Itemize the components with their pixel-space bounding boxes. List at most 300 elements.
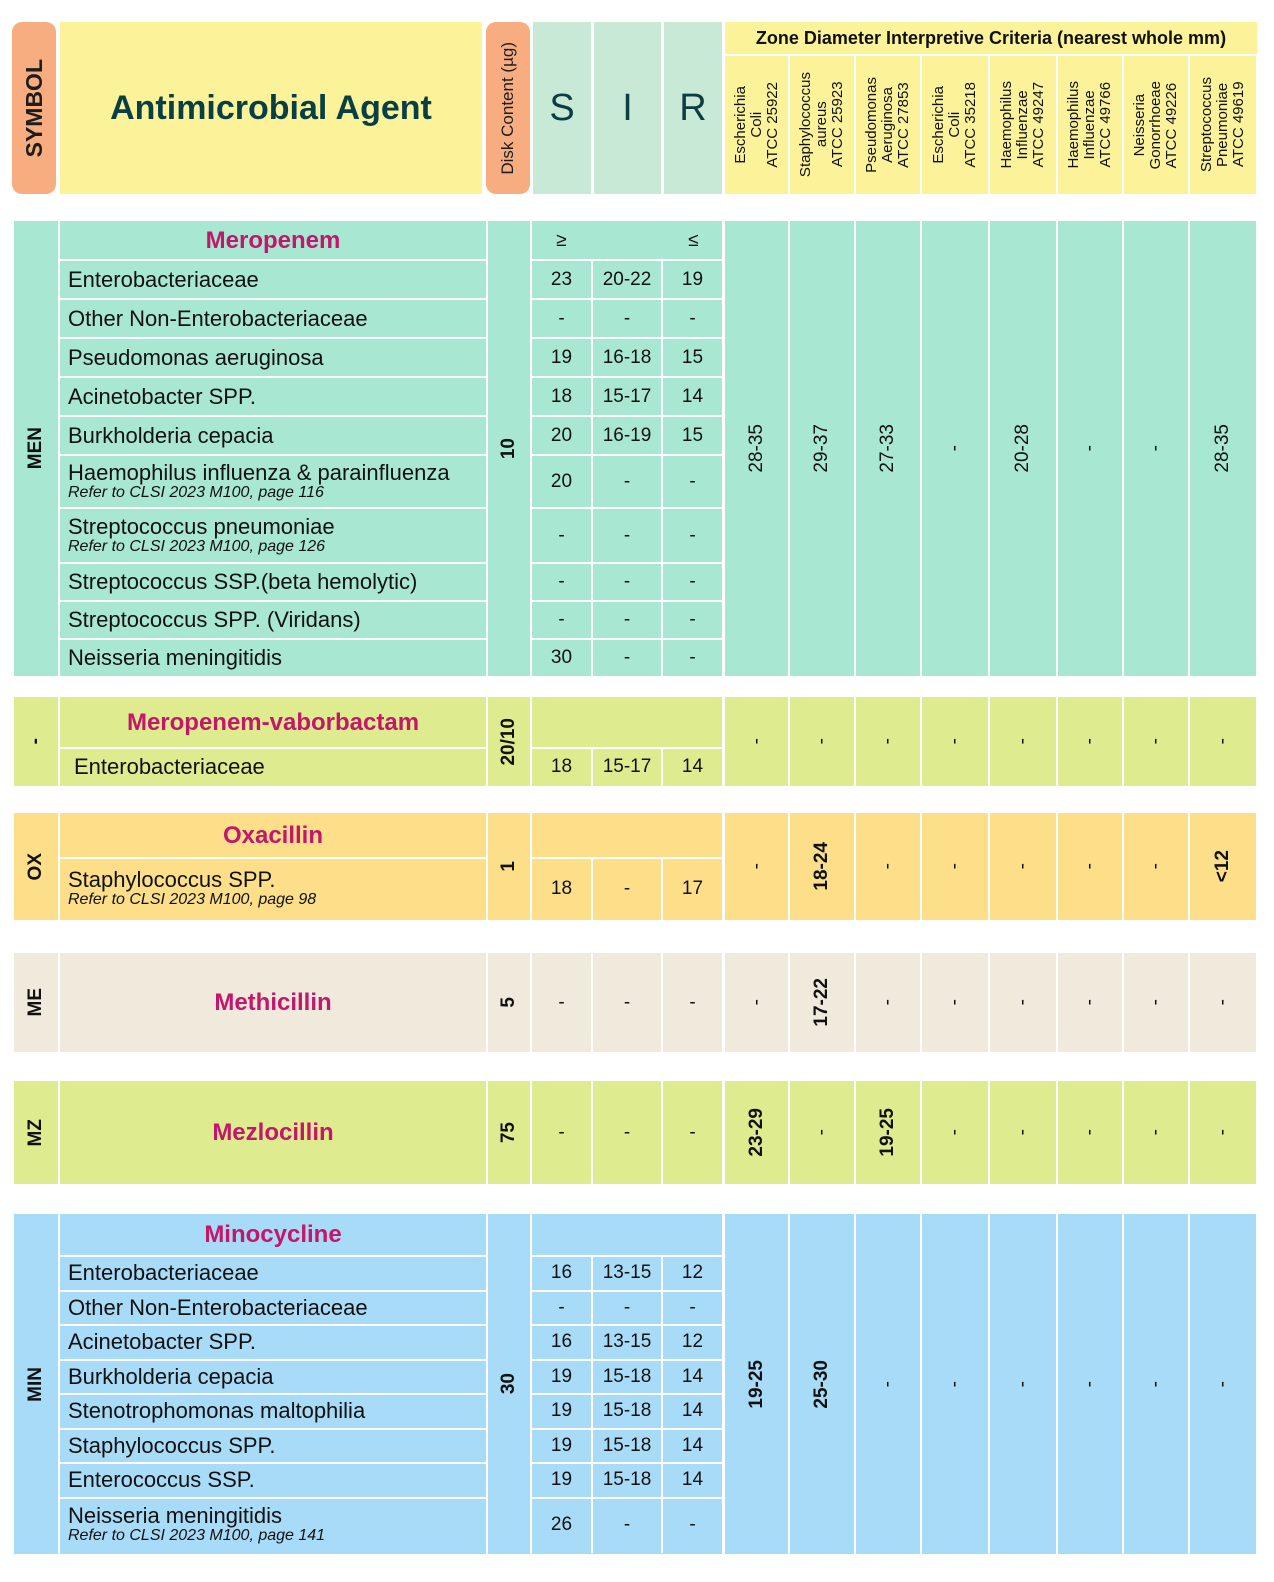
qc-range-text: 18-24 xyxy=(811,842,832,891)
agent-header: Antimicrobial Agent xyxy=(60,22,482,194)
organism-row xyxy=(60,858,486,920)
qc-range xyxy=(922,1214,988,1554)
qc-strain-line: aureus xyxy=(813,102,830,148)
i-value: - xyxy=(623,1514,631,1535)
s-header: S xyxy=(533,22,591,194)
qc-range xyxy=(790,1214,854,1554)
qc-strain-line: Coli xyxy=(747,112,765,138)
s-value: 16 xyxy=(550,1262,573,1284)
section-symbol-text: MEN xyxy=(25,427,46,470)
s-value: 30 xyxy=(550,647,573,668)
organism-row xyxy=(60,601,486,639)
i-value: - xyxy=(623,524,631,546)
qc-range xyxy=(725,953,788,1052)
symbol-header xyxy=(12,22,56,194)
qc-strain-header xyxy=(1190,56,1256,194)
r-value: 15 xyxy=(681,424,704,446)
qc-range xyxy=(790,697,854,786)
r-value: 14 xyxy=(681,1365,704,1387)
disk-content-text: 30 xyxy=(498,1373,519,1395)
disk-content xyxy=(488,697,530,786)
qc-range-text: 19-25 xyxy=(877,1108,898,1157)
organism-name: Pseudomonas aeruginosa xyxy=(68,344,324,370)
qc-range-text: - xyxy=(1079,1129,1100,1136)
grid-line xyxy=(661,858,663,920)
qc-range-text: - xyxy=(877,738,898,745)
s-value: - xyxy=(558,991,565,1013)
section-symbol xyxy=(14,221,58,676)
qc-range xyxy=(856,953,920,1052)
qc-range-text: - xyxy=(1145,445,1166,452)
qc-strain-line: Escherichia xyxy=(731,86,749,164)
qc-range xyxy=(790,1081,854,1184)
organism-name: Enterobacteriaceae xyxy=(74,754,265,779)
section-symbol xyxy=(14,1214,58,1554)
grid-line xyxy=(661,748,663,786)
grid-line xyxy=(591,1325,593,1360)
qc-range-text: <12 xyxy=(1212,850,1233,883)
r-value: 14 xyxy=(681,1434,704,1456)
organism-row xyxy=(60,1360,486,1395)
s-value: - xyxy=(558,524,565,546)
grid-line xyxy=(591,639,593,677)
grid-line xyxy=(661,1325,663,1360)
symbol-header-text: SYMBOL xyxy=(20,58,47,158)
reference-note: Refer to CLSI 2023 M100, page 116 xyxy=(68,483,324,501)
grid-line xyxy=(661,260,663,299)
qc-range xyxy=(922,221,988,676)
organism-row xyxy=(60,338,486,377)
i-value: - xyxy=(623,307,631,329)
qc-range xyxy=(725,221,788,676)
grid-line xyxy=(591,563,593,601)
qc-range-text: - xyxy=(1145,999,1166,1006)
r-value: - xyxy=(689,571,696,592)
grid-line xyxy=(591,1429,593,1464)
qc-range-text: - xyxy=(877,1380,898,1388)
qc-range xyxy=(1058,1081,1122,1184)
grid-line xyxy=(591,1394,593,1429)
organism-name: Burkholderia cepacia xyxy=(68,422,274,448)
qc-range-text: - xyxy=(1212,738,1233,745)
qc-range-text: - xyxy=(1079,738,1100,745)
qc-range xyxy=(990,1214,1056,1554)
qc-strain-label xyxy=(931,82,979,168)
organism-name: Staphylococcus SPP. xyxy=(68,867,276,892)
grid-line xyxy=(661,953,663,1052)
grid-line xyxy=(486,1081,488,1184)
organism-row xyxy=(60,377,486,416)
qc-range xyxy=(856,813,920,920)
qc-range xyxy=(1190,813,1256,920)
organism-name: Streptococcus SPP. (Viridans) xyxy=(68,607,361,632)
r-value: 12 xyxy=(681,1331,704,1353)
r-header: R xyxy=(664,22,722,194)
qc-strain-line: Gonorrhoeae xyxy=(1147,80,1164,170)
qc-range-text: 28-35 xyxy=(745,424,767,473)
qc-range xyxy=(1190,697,1256,786)
qc-strain-line: Escherichia xyxy=(930,86,947,164)
section-symbol-text: MZ xyxy=(25,1118,46,1147)
agent-title: Minocycline xyxy=(204,1221,342,1248)
r-value: - xyxy=(689,991,696,1013)
qc-range-text: - xyxy=(1212,1129,1233,1136)
r-value: 14 xyxy=(681,756,704,777)
qc-range xyxy=(1124,697,1188,786)
i-value: 15-18 xyxy=(602,1365,652,1387)
disk-header-text: Disk Content (µg) xyxy=(498,41,517,175)
i-value: - xyxy=(623,571,631,592)
s-value: 19 xyxy=(550,1434,573,1456)
disk-content-text: 20/10 xyxy=(498,717,519,766)
grid-line xyxy=(591,601,593,639)
organism-name: Streptococcus pneumoniae xyxy=(68,513,335,539)
grid-line xyxy=(661,1256,663,1291)
i-value: - xyxy=(623,647,631,668)
grid-line xyxy=(591,377,593,416)
grid-line xyxy=(591,1360,593,1395)
grid-line xyxy=(661,455,663,508)
qc-range xyxy=(856,697,920,786)
qc-strain-label xyxy=(1132,81,1180,169)
qc-strain-header xyxy=(1058,56,1122,194)
organism-name: Acinetobacter SPP. xyxy=(68,383,256,409)
qc-strain-header xyxy=(922,56,988,194)
qc-strain-line: Aeruginosa xyxy=(879,87,896,163)
qc-strain-label xyxy=(798,72,846,177)
organism-name: Other Non-Enterobacteriaceae xyxy=(68,1294,368,1320)
qc-range xyxy=(922,813,988,920)
section-symbol-text: ME xyxy=(25,988,46,1017)
qc-strain-label xyxy=(1066,81,1114,169)
organism-name: Burkholderia cepacia xyxy=(68,1363,274,1389)
qc-strain-line: Pseudomonas xyxy=(863,77,880,173)
r-value: 12 xyxy=(681,1262,704,1284)
section-symbol xyxy=(14,813,58,920)
agent-title: Oxacillin xyxy=(222,821,324,849)
qc-range-text: - xyxy=(1212,1380,1233,1388)
i-value: 15-17 xyxy=(602,756,652,777)
qc-range xyxy=(1190,1214,1256,1554)
s-value: 19 xyxy=(550,1469,573,1491)
qc-range xyxy=(1190,1081,1256,1184)
qc-strain-line: ATCC 35218 xyxy=(962,82,979,168)
qc-range-text: - xyxy=(1012,863,1033,870)
s-value: 26 xyxy=(550,1514,573,1535)
disk-content-text: 10 xyxy=(498,437,519,460)
i-value: 15-18 xyxy=(602,1400,652,1422)
qc-range xyxy=(1190,221,1256,676)
grid-line xyxy=(591,338,593,377)
organism-row xyxy=(60,260,486,299)
organism-row xyxy=(60,508,486,563)
qc-range xyxy=(990,953,1056,1052)
qc-range xyxy=(1058,221,1122,676)
grid-line xyxy=(486,221,488,676)
grid-line xyxy=(661,1081,663,1184)
qc-range xyxy=(922,953,988,1052)
organism-row xyxy=(60,1429,486,1464)
i-header: I xyxy=(594,22,661,194)
grid-line xyxy=(661,1498,663,1553)
disk-content-text: 1 xyxy=(498,861,519,872)
qc-range-text: - xyxy=(1012,738,1033,745)
r-value: 19 xyxy=(681,268,704,290)
s-value: - xyxy=(558,571,565,592)
qc-range-text: 20-28 xyxy=(1012,424,1033,473)
ge-symbol: ≥ xyxy=(556,229,567,251)
i-value: 15-18 xyxy=(602,1469,652,1491)
grid-line xyxy=(591,299,593,338)
organism-name: Stenotrophomonas maltophilia xyxy=(68,1398,366,1424)
disk-content xyxy=(488,953,530,1052)
s-value: 19 xyxy=(550,346,573,368)
qc-strain-line: ATCC 49766 xyxy=(1097,82,1114,168)
grid-line xyxy=(591,953,593,1052)
qc-range xyxy=(1124,1081,1188,1184)
qc-range-text: 19-25 xyxy=(745,1359,767,1409)
qc-strain-line: ATCC 49247 xyxy=(1030,82,1047,168)
qc-strain-header xyxy=(990,56,1056,194)
r-value: - xyxy=(689,524,696,546)
qc-strain-line: Haemophilus xyxy=(1065,81,1082,169)
qc-strain-header xyxy=(725,56,788,194)
qc-range xyxy=(856,221,920,676)
s-value: 16 xyxy=(550,1331,573,1353)
qc-strain-line: Influenzae xyxy=(1081,90,1098,160)
agent-title: Mezlocillin xyxy=(212,1118,334,1146)
grid-line xyxy=(661,508,663,563)
qc-range xyxy=(725,1081,788,1184)
qc-strain-line: ATCC 49619 xyxy=(1230,82,1247,168)
qc-strain-line: Staphylococcus xyxy=(797,72,814,178)
qc-strain-line: ATCC 25922 xyxy=(763,82,781,168)
qc-range-text: 28-35 xyxy=(1212,424,1233,473)
qc-range-text: - xyxy=(811,1129,832,1136)
organism-row xyxy=(60,1325,486,1360)
disk-content xyxy=(488,1081,530,1184)
qc-range-text: - xyxy=(877,999,898,1006)
r-value: 14 xyxy=(681,1469,704,1491)
s-value: 19 xyxy=(550,1400,573,1422)
qc-range-text: 17-22 xyxy=(811,978,832,1027)
qc-range-text: - xyxy=(1079,445,1100,452)
grid-line xyxy=(661,601,663,639)
qc-range-text: - xyxy=(745,863,767,870)
organism-row xyxy=(60,563,486,601)
qc-strain-header xyxy=(1124,56,1188,194)
s-value: 19 xyxy=(550,1365,573,1387)
qc-range-text: - xyxy=(745,999,767,1006)
organism-name: Enterobacteriaceae xyxy=(68,1260,259,1286)
qc-range-text: - xyxy=(944,999,965,1006)
i-value: 20-22 xyxy=(602,268,652,290)
i-value: - xyxy=(623,1296,631,1318)
qc-range-text: 25-30 xyxy=(811,1359,832,1409)
organism-row xyxy=(60,1463,486,1498)
grid-line xyxy=(661,416,663,455)
disk-header xyxy=(486,22,530,194)
qc-range-text: - xyxy=(1012,1129,1033,1136)
organism-name: Neisseria meningitidis xyxy=(68,645,282,670)
organism-name: Haemophilus influenza & parainfluenza xyxy=(68,459,450,485)
grid-line xyxy=(591,748,593,786)
qc-strain-header xyxy=(790,56,854,194)
grid-line xyxy=(591,1463,593,1498)
qc-range xyxy=(790,221,854,676)
s-value: 18 xyxy=(550,878,573,899)
r-value: - xyxy=(689,1121,696,1143)
agent-title: Meropenem-vaborbactam xyxy=(126,708,420,736)
reference-note: Refer to CLSI 2023 M100, page 98 xyxy=(68,891,317,908)
qc-range-text: - xyxy=(944,1129,965,1136)
qc-range xyxy=(790,953,854,1052)
qc-range xyxy=(990,221,1056,676)
s-value: 23 xyxy=(550,268,573,290)
organism-name: Acinetobacter SPP. xyxy=(68,1329,256,1355)
qc-range xyxy=(1190,953,1256,1052)
grid-line xyxy=(591,455,593,508)
organism-name: Enterococcus SSP. xyxy=(68,1467,255,1493)
qc-range xyxy=(1058,813,1122,920)
grid-line xyxy=(661,338,663,377)
i-value: - xyxy=(623,878,631,899)
qc-strain-line: Coli xyxy=(946,112,963,138)
qc-range xyxy=(1124,221,1188,676)
qc-range xyxy=(856,1214,920,1554)
organism-name: Streptococcus SSP.(beta hemolytic) xyxy=(68,569,418,594)
qc-range-text: - xyxy=(944,1380,965,1388)
s-value: - xyxy=(558,1296,565,1318)
r-value: 14 xyxy=(681,1400,704,1422)
qc-range-text: 29-37 xyxy=(811,424,832,473)
qc-range-text: - xyxy=(1145,738,1166,745)
le-symbol: ≤ xyxy=(688,229,699,251)
i-value: 16-18 xyxy=(602,346,652,368)
grid-line xyxy=(486,813,488,920)
reference-note: Refer to CLSI 2023 M100, page 126 xyxy=(68,537,326,555)
r-value: 14 xyxy=(681,385,704,407)
qc-range xyxy=(1124,1214,1188,1554)
grid-line xyxy=(591,1498,593,1553)
section-symbol xyxy=(14,697,58,786)
qc-range xyxy=(725,1214,788,1554)
organism-row xyxy=(60,455,486,508)
qc-range-text: - xyxy=(1079,999,1100,1006)
i-value: 15-18 xyxy=(602,1434,652,1456)
grid-line xyxy=(661,377,663,416)
qc-range xyxy=(922,1081,988,1184)
grid-line xyxy=(661,1463,663,1498)
r-value: - xyxy=(689,609,696,630)
organism-row xyxy=(60,748,486,786)
i-value: - xyxy=(623,991,631,1013)
qc-range-text: - xyxy=(944,863,965,870)
grid-line xyxy=(486,697,488,786)
agent-title: Meropenem xyxy=(205,226,341,254)
qc-strain-label xyxy=(1199,77,1247,172)
s-value: 18 xyxy=(550,385,573,407)
qc-strain-line: Neisseria xyxy=(1131,93,1148,157)
grid-line xyxy=(591,1291,593,1326)
reference-note: Refer to CLSI 2023 M100, page 141 xyxy=(68,1527,326,1544)
i-value: - xyxy=(623,609,631,630)
section-symbol-text: MIN xyxy=(25,1366,46,1402)
grid-line xyxy=(661,1394,663,1429)
r-value: - xyxy=(689,1296,696,1318)
qc-range xyxy=(790,813,854,920)
qc-range-text: - xyxy=(1145,1129,1166,1136)
qc-range-text: - xyxy=(1145,1380,1166,1388)
qc-strain-line: Streptococcus xyxy=(1198,77,1215,173)
zone-header: Zone Diameter Interpretive Criteria (nearest whole mm) xyxy=(725,22,1257,54)
grid-line xyxy=(661,639,663,677)
r-value: - xyxy=(689,307,696,329)
i-value: - xyxy=(623,470,631,492)
qc-range xyxy=(856,1081,920,1184)
grid-line xyxy=(486,1214,488,1554)
r-value: - xyxy=(689,470,696,492)
r-value: - xyxy=(689,647,696,668)
qc-range-text: - xyxy=(1012,999,1033,1006)
qc-range xyxy=(1058,1214,1122,1554)
grid-line xyxy=(661,299,663,338)
organism-name: Staphylococcus SPP. xyxy=(68,1432,276,1458)
i-value: 16-19 xyxy=(602,424,652,446)
i-value: 13-15 xyxy=(602,1331,652,1353)
qc-strain-header xyxy=(856,56,920,194)
qc-range xyxy=(922,697,988,786)
grid-line xyxy=(591,508,593,563)
qc-range xyxy=(990,813,1056,920)
s-value: 20 xyxy=(550,424,573,446)
qc-strain-line: Influenzae xyxy=(1014,90,1031,160)
grid-line xyxy=(591,416,593,455)
qc-range-text: - xyxy=(877,863,898,870)
i-value: 13-15 xyxy=(602,1262,652,1284)
grid-line xyxy=(591,858,593,920)
s-value: 18 xyxy=(550,756,573,777)
grid-line xyxy=(591,1081,593,1184)
s-value: 20 xyxy=(550,470,573,492)
disk-content xyxy=(488,1214,530,1554)
qc-range-text: 23-29 xyxy=(745,1108,767,1157)
qc-strain-line: ATCC 27853 xyxy=(895,82,912,168)
organism-name: Neisseria meningitidis xyxy=(68,1503,282,1528)
qc-range xyxy=(725,697,788,786)
organism-name: Other Non-Enterobacteriaceae xyxy=(68,305,368,331)
qc-range-text: - xyxy=(1079,1380,1100,1388)
r-value: - xyxy=(689,1514,696,1535)
organism-name: Enterobacteriaceae xyxy=(68,266,259,292)
qc-strain-line: ATCC 25923 xyxy=(829,82,846,168)
qc-range xyxy=(990,697,1056,786)
qc-strain-line: ATCC 49226 xyxy=(1163,82,1180,168)
grid-line xyxy=(661,1291,663,1326)
organism-row xyxy=(60,1256,486,1291)
qc-strain-label xyxy=(999,81,1047,169)
organism-row xyxy=(60,639,486,677)
qc-range-text: - xyxy=(1212,999,1233,1006)
disk-content-text: 75 xyxy=(498,1121,519,1144)
qc-range-text: - xyxy=(1145,863,1166,870)
i-value: 15-17 xyxy=(602,385,652,407)
r-value: 15 xyxy=(681,346,704,368)
grid-line xyxy=(591,260,593,299)
qc-strain-line: Haemophilus xyxy=(998,81,1015,169)
qc-range-text: - xyxy=(944,738,965,745)
qc-range-text: - xyxy=(1012,1380,1033,1388)
